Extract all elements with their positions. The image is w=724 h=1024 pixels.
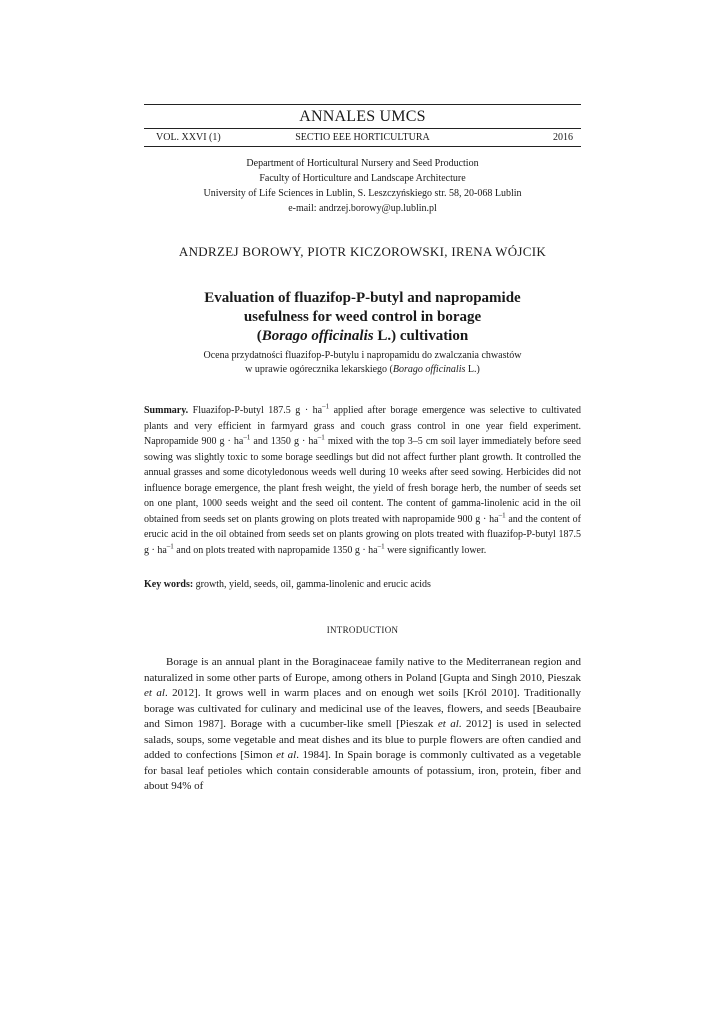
intro-text: . 2012]. It grows well in warm places and on enough wet soils [Król 2010]. Traditionally borage was cultivated for culinary and medicinal use of the leaves, flowers, and seeds [Beaubaire and Simon 1987]. Borage with a cucumber-like smell [Pieszak bbox=[144, 687, 581, 730]
intro-etal: et al bbox=[437, 718, 459, 730]
journal-section: SECTIO EEE HORTICULTURA bbox=[295, 132, 430, 143]
unit-exponent: –1 bbox=[498, 511, 506, 520]
introduction-paragraph bbox=[144, 655, 581, 795]
journal-volume: VOL. XXVI (1) bbox=[156, 132, 221, 143]
subtitle-post: L.) bbox=[465, 364, 480, 375]
affiliation-university: University of Life Sciences in Lublin, S. Leszczyńskiego str. 58, 20-068 Lublin bbox=[203, 188, 522, 199]
polish-subtitle bbox=[144, 349, 581, 377]
title-paren: ( bbox=[256, 328, 262, 344]
title-line-3 bbox=[144, 327, 581, 346]
subtitle-line-1: Ocena przydatności fluazifop-P-butylu i napropamidu do zwalczania chwastów bbox=[203, 350, 522, 361]
section-heading-introduction: INTRODUCTION bbox=[326, 625, 399, 635]
summary-label: Summary. bbox=[144, 405, 189, 416]
header-top-rule bbox=[144, 104, 581, 105]
unit-exponent: –1 bbox=[377, 542, 385, 551]
title-species: Borago officinalis bbox=[261, 328, 374, 344]
intro-text: . 1984]. In Spain borage is commonly cultivated as a vegetable for basal leaf petioles which contain considerable amounts of potassium, iron, protein, fiber and about 94% of bbox=[144, 749, 582, 792]
summary-text: mixed with the top 3–5 cm soil layer immediately before seed sowing was slightly toxic to some borage seedlings but did not affect further plant growth. It controlled the annual grasses and some dicotyledonous weeds well during 10 weeks after seed sowing. Herbicides did not influence borage emergence, the plant fresh weight, the yield of fresh borage herb, the number of seeds set on one plant, 1000 seeds weight and the seed oil content. The content of gamma-linolenic acid in the oil obtained from seeds set on plants growing on plots treated with napropamide 900 g · ha bbox=[144, 436, 581, 525]
paper-title bbox=[144, 289, 581, 346]
journal-title: ANNALES UMCS bbox=[299, 108, 426, 125]
title-line-1: Evaluation of fluazifop-P-butyl and napropamide bbox=[204, 290, 521, 306]
unit-exponent: –1 bbox=[243, 433, 251, 442]
subtitle-species: Borago officinalis bbox=[392, 364, 466, 375]
keywords-label: Key words: bbox=[144, 579, 194, 590]
title-tail: L.) cultivation bbox=[373, 328, 469, 344]
header-middle-rule bbox=[144, 128, 581, 129]
summary-text: and 1350 g · ha bbox=[250, 436, 318, 447]
keywords-text: growth, yield, seeds, oil, gamma-linolenic and erucic acids bbox=[193, 579, 431, 590]
intro-text: Borage is an annual plant in the Boraginaceae family native to the Mediterranean region and naturalized in some other parts of Europe, among others in Poland [Gupta and Singh 2010, Pieszak bbox=[144, 656, 581, 684]
subtitle-pre: w uprawie ogórecznika lekarskiego ( bbox=[245, 364, 393, 375]
intro-text: . 2012] is used in selected salads, soups, some vegetable and meat dishes and its blue to purple flowers are often candied and added to confections [Simon bbox=[144, 718, 581, 761]
unit-exponent: –1 bbox=[166, 542, 174, 551]
title-line-2: usefulness for weed control in borage bbox=[243, 309, 482, 325]
intro-etal: et al bbox=[276, 749, 297, 761]
affiliation-email: e-mail: andrzej.borowy@up.lublin.pl bbox=[288, 203, 437, 214]
affiliation-department: Department of Horticultural Nursery and Seed Production bbox=[246, 158, 479, 169]
affiliation-faculty: Faculty of Horticulture and Landscape Architecture bbox=[259, 173, 466, 184]
subtitle-line-2 bbox=[144, 363, 581, 377]
summary-text: and the content of erucic acid in the oil obtained from seeds set on plants growing on plots treated with fluazifop-P-butyl 187.5 g · ha bbox=[144, 513, 581, 556]
summary-text: applied after borage emergence was selective to cultivated plants and very efficient in farmyard grass and couch grass control in one year field experiment. Napropamide 900 g · ha bbox=[144, 405, 581, 447]
summary-text: Fluazifop-P-butyl 187.5 g · ha bbox=[188, 405, 323, 416]
journal-year: 2016 bbox=[553, 132, 573, 143]
affiliation bbox=[144, 156, 581, 216]
unit-exponent: –1 bbox=[317, 433, 325, 442]
intro-etal: et al bbox=[144, 687, 165, 699]
keywords bbox=[144, 579, 581, 590]
summary-text: were significantly lower. bbox=[384, 544, 487, 556]
authors: ANDRZEJ BOROWY, PIOTR KICZOROWSKI, IRENA WÓJCIK bbox=[178, 244, 547, 259]
summary-text: and on plots treated with napropamide 1350 g · ha bbox=[173, 544, 378, 556]
summary-paragraph bbox=[144, 403, 581, 558]
unit-exponent: –1 bbox=[322, 402, 330, 411]
header-bottom-rule bbox=[144, 146, 581, 147]
